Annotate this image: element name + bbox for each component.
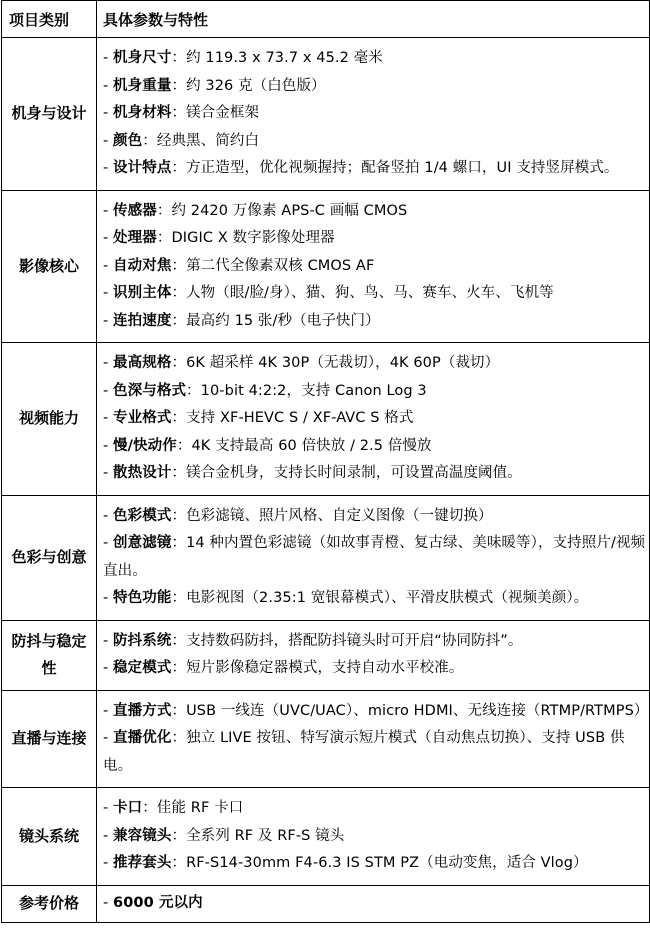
label-colon: ： — [171, 410, 187, 426]
label-colon: ： — [171, 257, 187, 274]
bullet-dash: - — [103, 160, 114, 176]
spec-value: 约 119.3 x 73.7 x 45.2 毫米 — [186, 50, 383, 66]
spec-item — [103, 308, 649, 336]
label-colon: ： — [171, 702, 187, 719]
spec-label: 处理器 — [113, 230, 157, 246]
header-details: 具体参数与特性 — [97, 1, 650, 38]
bullet-dash: - — [103, 465, 114, 481]
bullet-dash: - — [103, 202, 114, 219]
price-row — [2, 885, 650, 922]
spec-item — [103, 350, 649, 378]
price-value: 6000 元以内 — [113, 894, 203, 911]
label-colon: ： — [171, 535, 187, 551]
spec-item — [103, 585, 649, 613]
spec-value: 佳能 RF 卡口 — [156, 800, 244, 816]
bullet-dash: - — [103, 285, 114, 301]
bullet-dash: - — [103, 827, 114, 844]
spec-label: 传感器 — [113, 202, 157, 219]
spec-item — [103, 100, 649, 128]
spec-label: 特色功能 — [113, 590, 172, 606]
spec-item — [103, 655, 649, 683]
spec-value: 10-bit 4:2:2，支持 Canon Log 3 — [200, 382, 427, 399]
spec-value: 6K 超采样 4K 30P（无裁切），4K 60P（裁切） — [186, 355, 500, 371]
price-cell — [97, 885, 650, 922]
spec-item — [103, 698, 649, 726]
label-colon: ： — [171, 465, 187, 481]
price-category: 参考价格 — [2, 885, 97, 922]
label-colon: ： — [171, 855, 187, 871]
bullet-dash: - — [103, 382, 114, 399]
label-colon: ： — [171, 507, 187, 524]
table-row — [2, 190, 650, 343]
label-colon: ： — [171, 827, 187, 844]
header-category: 项目类别 — [2, 1, 97, 38]
spec-label: 连拍速度 — [113, 312, 172, 329]
spec-label: 防抖系统 — [113, 632, 172, 649]
bullet-dash: - — [103, 632, 114, 649]
spec-value: 支持数码防抖，搭配防抖镜头时可开启“协同防抖”。 — [186, 632, 523, 649]
spec-label: 最高规格 — [113, 355, 172, 371]
spec-label: 创意滤镜 — [113, 535, 172, 551]
spec-value: 约 2420 万像素 APS-C 画幅 CMOS — [171, 202, 408, 219]
label-colon: ： — [176, 437, 192, 454]
items-cell — [97, 788, 650, 886]
label-colon: ： — [171, 660, 187, 676]
spec-value: 独立 LIVE 按钮、特写演示短片模式（自动焦点切换）、支持 USB 供电。 — [103, 730, 625, 774]
label-colon: ： — [142, 800, 157, 816]
spec-label: 色深与格式 — [113, 382, 187, 399]
spec-label: 设计特点 — [113, 160, 172, 176]
spec-label: 直播优化 — [113, 730, 172, 746]
spec-value: 支持 XF-HEVC S / XF-AVC S 格式 — [186, 410, 414, 426]
spec-value: 电影视图（2.35:1 宽银幕模式）、平滑皮肤模式（视频美颜）。 — [186, 590, 589, 606]
spec-value: RF-S14-30mm F4-6.3 IS STM PZ（电动变焦，适合 Vlog） — [186, 855, 588, 871]
table-row — [2, 343, 650, 496]
table-row — [2, 690, 650, 788]
bullet-dash: - — [103, 855, 114, 871]
spec-label: 稳定模式 — [113, 660, 172, 676]
spec-value: 全系列 RF 及 RF-S 镜头 — [186, 827, 345, 844]
spec-item — [103, 225, 649, 253]
category-cell: 镜头系统 — [2, 788, 97, 886]
bullet-dash: - — [103, 702, 114, 719]
items-cell — [97, 495, 650, 620]
spec-value: 镁合金框架 — [186, 105, 260, 121]
spec-label: 机身材料 — [113, 105, 172, 121]
bullet-dash: - — [103, 312, 114, 329]
label-colon: ： — [171, 632, 187, 649]
spec-item — [103, 433, 649, 461]
label-colon: ： — [171, 285, 187, 301]
table-row — [2, 788, 650, 886]
category-cell: 机身与设计 — [2, 38, 97, 191]
spec-label: 推荐套头 — [113, 855, 172, 871]
items-cell — [97, 690, 650, 788]
spec-value: 镁合金机身，支持长时间录制，可设置高温度阈值。 — [186, 465, 522, 481]
spec-label: 机身尺寸 — [113, 50, 172, 66]
bullet-dash: - — [103, 660, 114, 676]
spec-label: 识别主体 — [113, 285, 172, 301]
spec-item — [103, 280, 649, 308]
spec-item — [103, 45, 649, 73]
label-colon: ： — [186, 382, 201, 399]
spec-table — [1, 0, 650, 923]
items-cell — [97, 190, 650, 343]
spec-label: 专业格式 — [113, 410, 172, 426]
spec-item — [103, 155, 649, 183]
spec-label: 散热设计 — [113, 465, 172, 481]
spec-item — [103, 73, 649, 101]
category-cell: 色彩与创意 — [2, 495, 97, 620]
spec-value: 短片影像稳定器模式，支持自动水平校准。 — [186, 660, 464, 676]
spec-item — [103, 128, 649, 156]
spec-value: 色彩滤镜、照片风格、自定义图像（一键切换） — [186, 507, 493, 524]
spec-item — [103, 850, 649, 878]
spec-item — [103, 628, 649, 656]
table-row — [2, 495, 650, 620]
spec-label: 卡口 — [113, 800, 143, 816]
bullet-dash: - — [103, 894, 114, 911]
spec-item — [103, 823, 649, 851]
category-cell: 直播与连接 — [2, 690, 97, 788]
spec-item — [103, 725, 649, 780]
bullet-dash: - — [103, 230, 114, 246]
bullet-dash: - — [103, 800, 114, 816]
spec-label: 颜色 — [113, 132, 143, 149]
table-row — [2, 38, 650, 191]
bullet-dash: - — [103, 590, 114, 606]
spec-label: 兼容镜头 — [113, 827, 172, 844]
items-cell — [97, 38, 650, 191]
bullet-dash: - — [103, 105, 114, 121]
bullet-dash: - — [103, 507, 114, 524]
bullet-dash: - — [103, 730, 114, 746]
bullet-dash: - — [103, 50, 114, 66]
price-line — [103, 890, 649, 918]
bullet-dash: - — [103, 132, 114, 149]
bullet-dash: - — [103, 77, 114, 94]
spec-value: DIGIC X 数字影像处理器 — [171, 230, 335, 246]
spec-value: 14 种内置色彩滤镜（如故事青橙、复古绿、美味暖等），支持照片/视频直出。 — [103, 535, 646, 579]
spec-label: 色彩模式 — [113, 507, 172, 524]
label-colon: ： — [156, 230, 172, 246]
label-colon: ： — [171, 50, 187, 66]
label-colon: ： — [142, 132, 157, 149]
spec-item — [103, 405, 649, 433]
spec-value: USB 一线连（UVC/UAC）、micro HDMI、无线连接（RTMP/RTMPS） — [186, 702, 649, 719]
table-row — [2, 620, 650, 690]
spec-value: 方正造型，优化视频握持；配备竖拍 1/4 螺口，UI 支持竖屏模式。 — [186, 160, 619, 176]
bullet-dash: - — [103, 410, 114, 426]
label-colon: ： — [156, 202, 172, 219]
bullet-dash: - — [103, 355, 114, 371]
spec-item — [103, 198, 649, 226]
spec-value: 4K 支持最高 60 倍快放 / 2.5 倍慢放 — [191, 437, 432, 454]
spec-value: 经典黑、简约白 — [156, 132, 260, 149]
spec-value: 约 326 克（白色版） — [186, 77, 326, 94]
table-header-row — [2, 1, 650, 38]
category-cell: 影像核心 — [2, 190, 97, 343]
label-colon: ： — [171, 105, 187, 121]
spec-item — [103, 253, 649, 281]
label-colon: ： — [171, 77, 187, 94]
spec-label: 机身重量 — [113, 77, 172, 94]
spec-label: 自动对焦 — [113, 257, 172, 274]
bullet-dash: - — [103, 257, 114, 274]
bullet-dash: - — [103, 535, 114, 551]
spec-item — [103, 530, 649, 585]
spec-item — [103, 795, 649, 823]
label-colon: ： — [171, 355, 187, 371]
items-cell — [97, 343, 650, 496]
bullet-dash: - — [103, 437, 114, 454]
label-colon: ： — [171, 590, 187, 606]
spec-value: 最高约 15 张/秒（电子快门） — [186, 312, 380, 329]
label-colon: ： — [171, 730, 187, 746]
category-cell: 视频能力 — [2, 343, 97, 496]
label-colon: ： — [171, 312, 187, 329]
items-cell — [97, 620, 650, 690]
spec-value: 人物（眼/脸/身）、猫、狗、鸟、马、赛车、火车、飞机等 — [186, 285, 554, 301]
spec-label: 直播方式 — [113, 702, 172, 719]
spec-value: 第二代全像素双核 CMOS AF — [186, 257, 375, 274]
label-colon: ： — [171, 160, 187, 176]
spec-item — [103, 378, 649, 406]
spec-item — [103, 503, 649, 531]
category-cell: 防抖与稳定性 — [2, 620, 97, 690]
spec-item — [103, 460, 649, 488]
spec-label: 慢/快动作 — [113, 437, 177, 454]
